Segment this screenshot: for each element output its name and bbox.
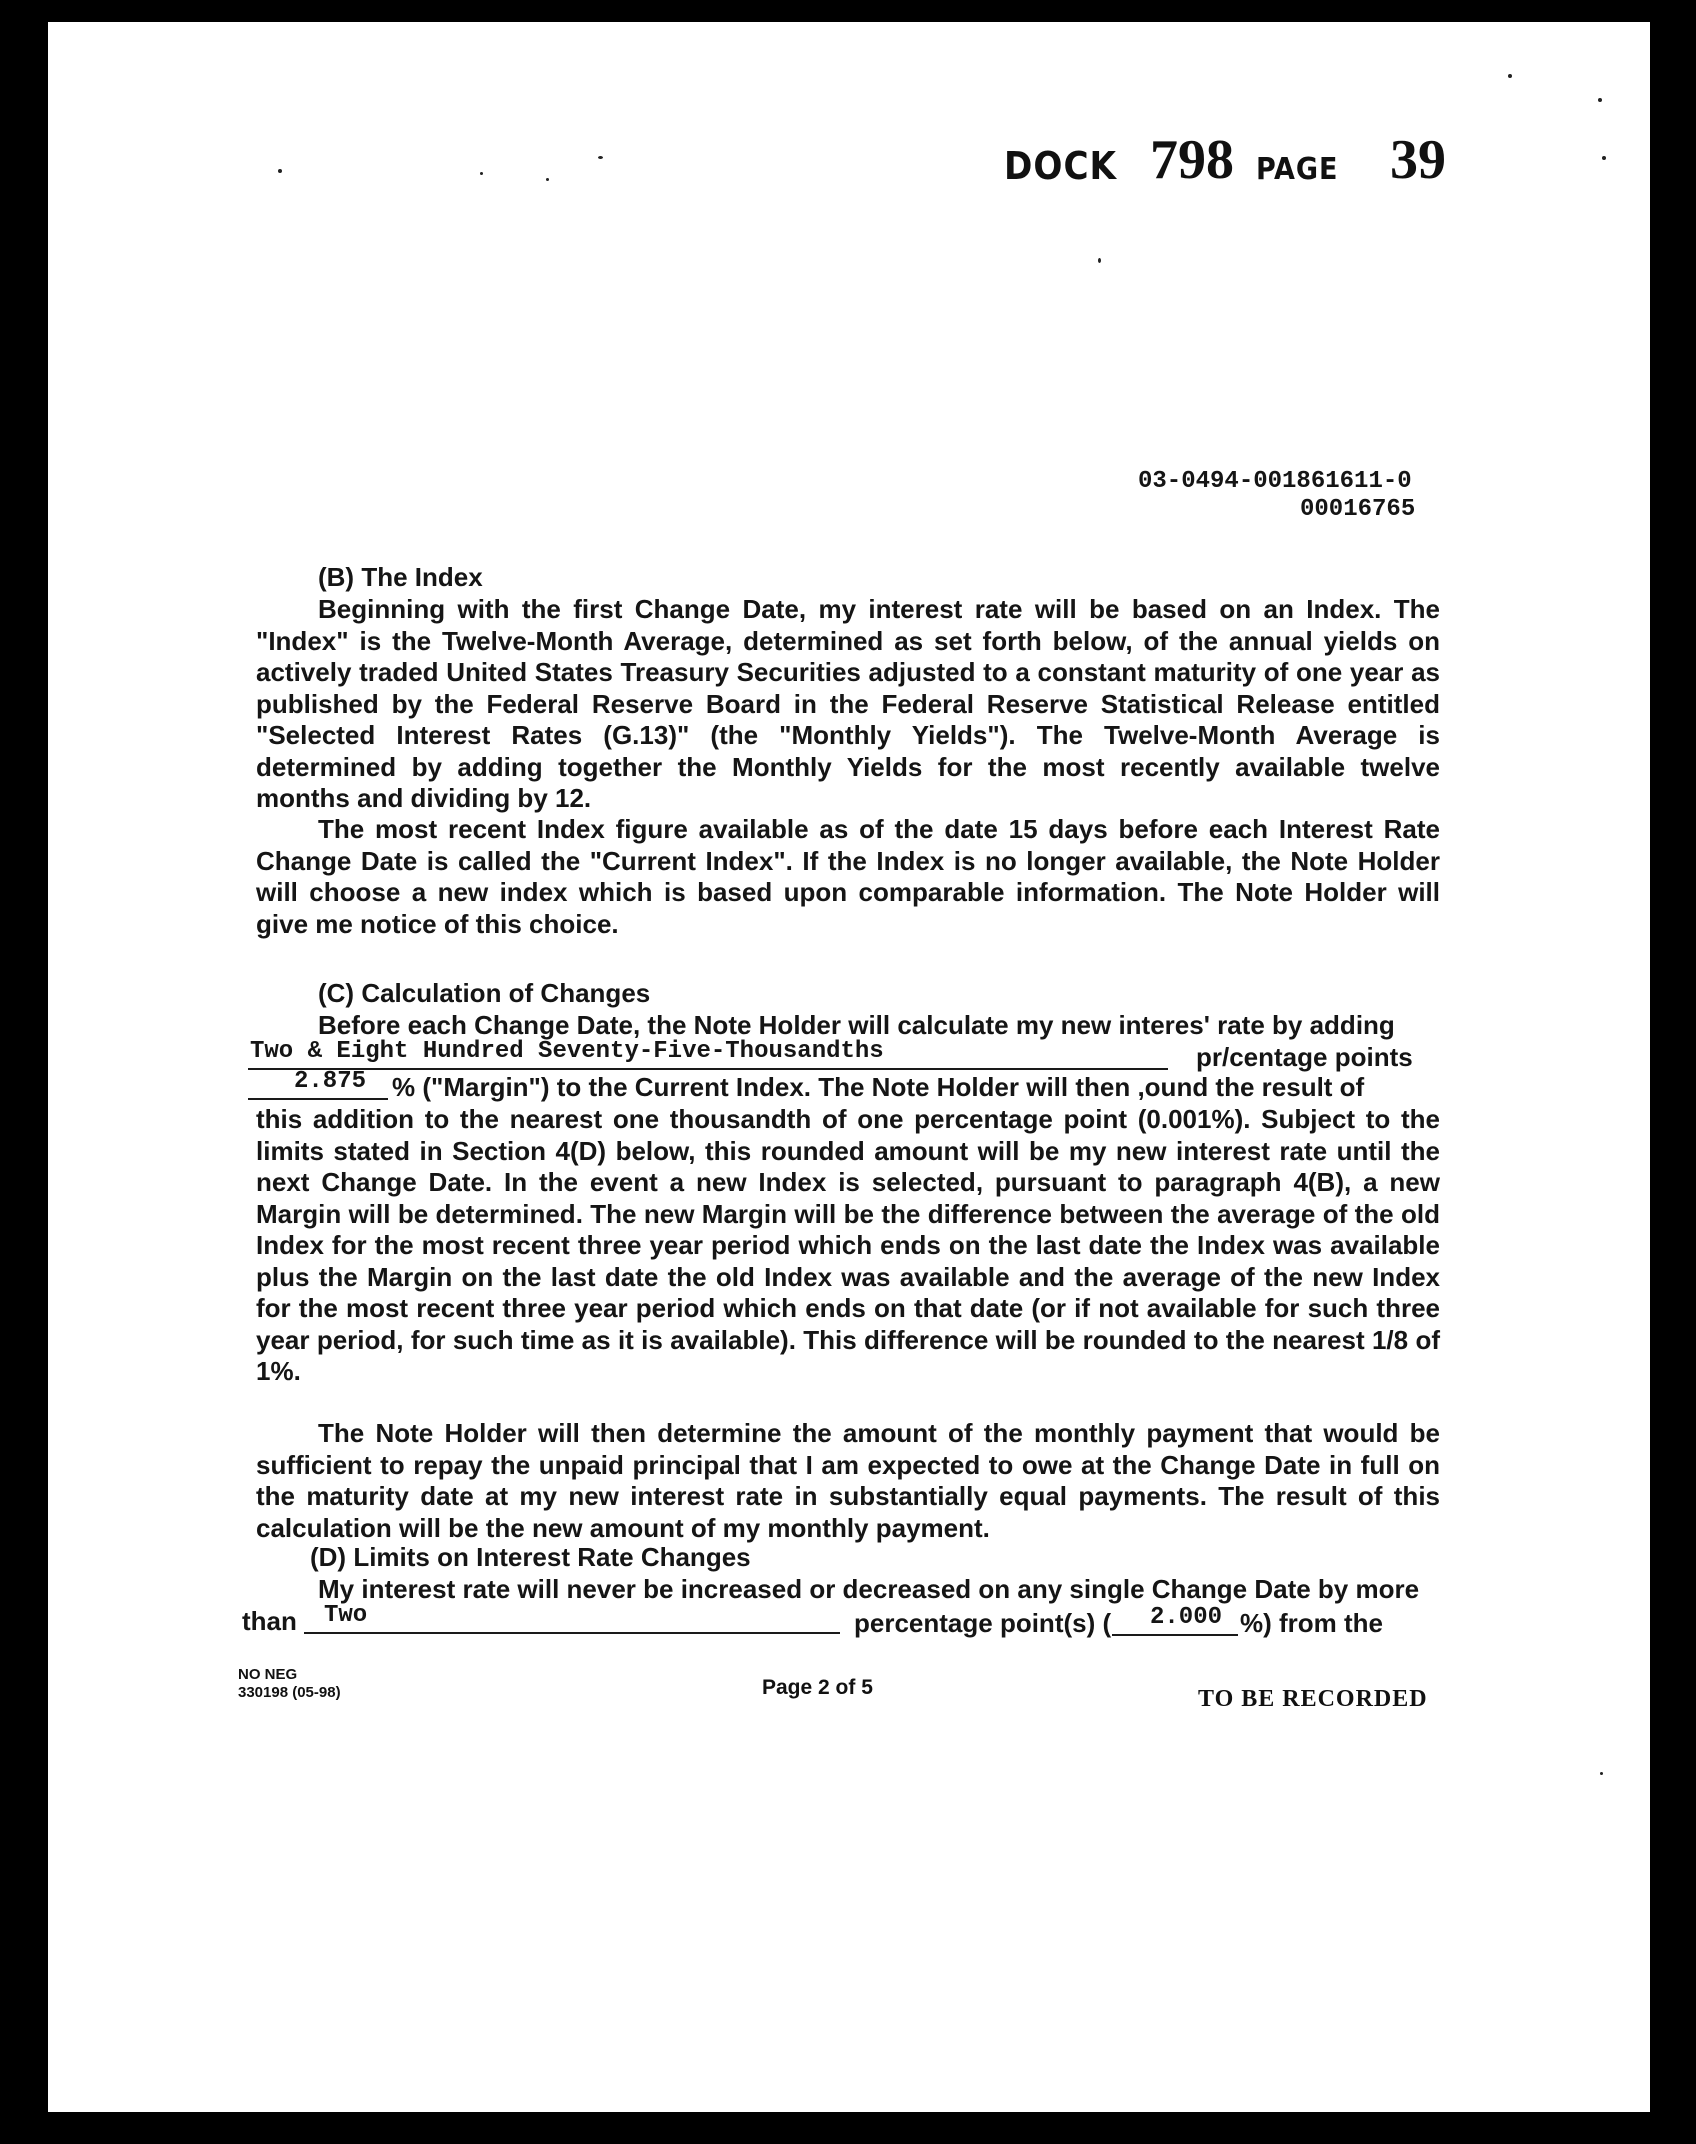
- limit-value-underline: [1112, 1634, 1238, 1636]
- scan-speck: [598, 156, 603, 159]
- form-code-line-2: 330198 (05-98): [238, 1684, 341, 1701]
- section-c-heading: (C) Calculation of Changes: [318, 978, 651, 1008]
- scan-speck: [480, 172, 483, 175]
- margin-words-underline: [248, 1068, 1168, 1070]
- percentage-points-open-label: percentage point(s) (: [854, 1608, 1112, 1638]
- scan-speck: [1508, 74, 1512, 78]
- scan-speck: [1098, 258, 1101, 263]
- section-b-paragraph-2: The most recent Index figure available as of the date 15 days before each Interest Rate Change Date is called the "Current Index". If the Index is no longer available, the Note Holder will choose a new index which is based upon comparable information. The Note Holder will give me notice of this choice.: [256, 814, 1440, 939]
- page-label: PAGE: [1256, 152, 1339, 187]
- scan-speck: [1602, 156, 1606, 160]
- section-c-line-3: % ("Margin") to the Current Index. The Note Holder will then ,ound the result of: [392, 1072, 1365, 1102]
- scan-speck: [1598, 98, 1602, 102]
- scan-speck: [1600, 1772, 1603, 1775]
- section-c-paragraph-2: The Note Holder will then determine the amount of the monthly payment that would be sufficient to repay the unpaid principal that I am expected to owe at the Change Date in full on the maturity date at my new interest rate in substantially equal payments. The result of this calculation will be the new amount of my monthly payment.: [256, 1418, 1440, 1543]
- limit-words-underline: [304, 1632, 840, 1634]
- book-label: DOCK: [1004, 144, 1118, 188]
- section-b-paragraph-1: Beginning with the first Change Date, my interest rate will be based on an Index. The "Index" is the Twelve-Month Average, determined as set forth below, of the annual yields on actively traded United States Treasury Securities adjusted to a constant maturity of one year as published by the Federal Reserve Board in the Federal Reserve Statistical Release entitled "Selected Interest Rates (G.13)" (the "Monthly Yields"). The Twelve-Month Average is determined by adding together the Monthly Yields for the most recently available twelve months and dividing by 12.: [256, 594, 1440, 813]
- loan-number: 03-0494-001861611-0: [1138, 468, 1412, 495]
- form-code-line-1: NO NEG: [238, 1666, 298, 1683]
- from-the-label: %) from the: [1240, 1608, 1383, 1638]
- section-d-heading: (D) Limits on Interest Rate Changes: [310, 1542, 751, 1572]
- section-b-heading: (B) The Index: [318, 562, 483, 592]
- scan-speck: [546, 178, 549, 181]
- limit-value-field: 2.000: [1150, 1604, 1223, 1631]
- limit-words-field: Two: [324, 1602, 368, 1629]
- margin-value-underline: [248, 1098, 388, 1100]
- recording-note: TO BE RECORDED: [1198, 1686, 1428, 1712]
- section-c-line-1: Before each Change Date, the Note Holder will calculate my new interes' rate by adding: [318, 1010, 1395, 1040]
- percentage-points-label: pr/centage points: [1196, 1042, 1413, 1072]
- page-indicator: Page 2 of 5: [762, 1676, 873, 1699]
- than-label: than: [242, 1606, 297, 1636]
- section-d-line-1: My interest rate will never be increased or decreased on any single Change Date by more: [318, 1574, 1420, 1604]
- scan-speck: [278, 169, 282, 173]
- margin-value-field: 2.875: [294, 1068, 367, 1095]
- doc-number: 00016765: [1300, 496, 1416, 523]
- section-c-paragraph-1: this addition to the nearest one thousandth of one percentage point (0.001%). Subject to the limits stated in Section 4(D) below, this rounded amount will be my new interest rate until the next Change Date. In the event a new Index is selected, pursuant to paragraph 4(B), a new Margin will be determined. The new Margin will be the difference between the average of the old Index for the most recent three year period which ends on the last date the Index was available plus the Margin on the last date the old Index was available and the average of the new Index for the most recent three year period which ends on that date (or if not available for such three year period, for such time as it is available). This difference will be rounded to the nearest 1/8 of 1%.: [256, 1104, 1440, 1386]
- margin-words-field: Two & Eight Hundred Seventy-Five-Thousandths: [250, 1038, 884, 1065]
- document-page: [48, 22, 1650, 2112]
- book-number: 798: [1150, 129, 1234, 191]
- page-number: 39: [1390, 129, 1446, 191]
